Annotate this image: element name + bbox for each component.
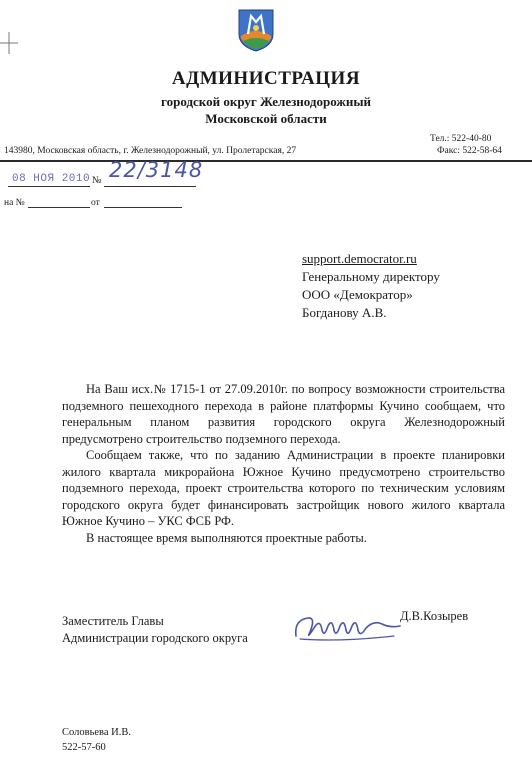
fax-number: Факс: 522-58-64	[437, 146, 502, 156]
signer-name: Д.В.Козырев	[400, 609, 469, 623]
signatory-position-line2: Администрации городского округа	[62, 631, 248, 645]
letter-body	[62, 381, 505, 546]
signatory-position	[62, 613, 248, 647]
phone-number: Тел.: 522-40-80	[430, 134, 492, 144]
recipient-name: Богданову А.В.	[302, 305, 387, 320]
body-paragraph-2: Сообщаем также, что по заданию Администрации в проекте планировки жилого квартала микрорайона Южное Кучино предусмотрено строительство подземного перехода, проект строительства которого по техническим условиям городского округа будет финансировать застройщик нового жилого квартала Южное Кучино – УКС ФСБ РФ.	[62, 448, 505, 528]
recipient-block	[302, 250, 440, 322]
executor-name: Соловьева И.В.	[62, 727, 131, 738]
number-underline	[104, 186, 196, 187]
handwritten-number: 22/3148	[109, 158, 204, 182]
recipient-title: Генеральному директору	[302, 269, 440, 284]
number-label: №	[92, 175, 102, 186]
reply-to-number-label: на №	[4, 198, 25, 208]
recipient-company: ООО «Демократор»	[302, 287, 413, 302]
organization-address: 143980, Московская область, г. Железнодорожный, ул. Пролетарская, 27	[4, 146, 297, 156]
recipient-site-link[interactable]: support.democrator.ru	[302, 251, 417, 266]
date-stamp: 08 НОЯ 2010	[12, 173, 91, 185]
body-paragraph-1: На Ваш исх.№ 1715-1 от 27.09.2010г. по вопросу возможности строительства подземного пешеходного перехода в районе платформы Кучино сообщаем, что генеральным планом развития городского округа Железнодорожный предусмотрено строительство подземного перехода.	[62, 382, 505, 446]
body-paragraph-3: В настоящее время выполняются проектные работы.	[86, 530, 367, 545]
organization-subtitle: городской округ Железнодорожный	[161, 94, 371, 109]
margin-crop-mark	[0, 32, 18, 54]
executor-block	[62, 725, 131, 755]
coat-of-arms-icon	[237, 8, 275, 52]
signatory-position-line1: Заместитель Главы	[62, 614, 164, 628]
executor-phone: 522-57-60	[62, 742, 106, 753]
organization-name: АДМИНИСТРАЦИЯ	[171, 68, 361, 89]
reply-date-underline	[104, 207, 182, 208]
handwritten-signature-icon	[290, 606, 405, 646]
date-underline	[8, 186, 90, 187]
organization-region: Московской области	[205, 111, 327, 126]
header-divider	[0, 160, 532, 162]
reply-to-date-label: от	[91, 198, 100, 208]
reply-number-underline	[28, 207, 90, 208]
